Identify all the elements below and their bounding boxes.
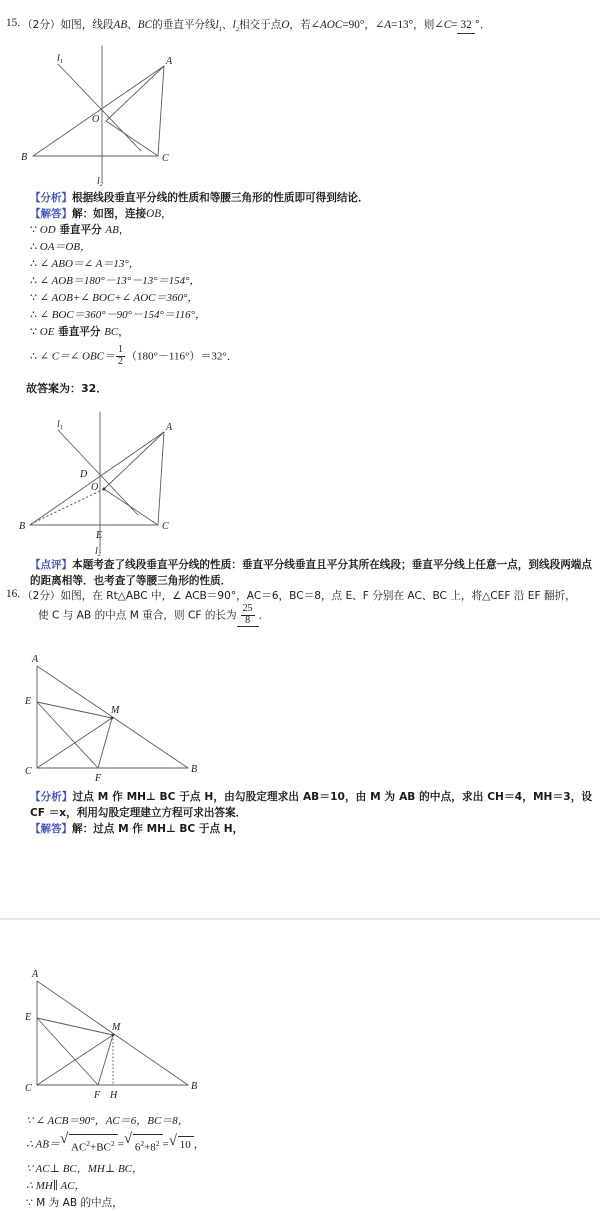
q15-angle-aoc: AOC (319, 19, 343, 31)
radical-sign-icon-3: √ (168, 1133, 177, 1150)
q15-fig2-label-e: E (96, 530, 103, 541)
q15-line-l2-sub: 2 (235, 26, 239, 34)
question-16-number: 16. (6, 588, 20, 600)
q15-final-fraction-numerator: 1 (118, 344, 124, 355)
q15-solution-lead-end: ， (161, 208, 172, 220)
q15-fig2-label-d: D (80, 469, 88, 480)
q15-fig2-label-c: C (162, 521, 169, 532)
question-15-stem (22, 17, 594, 38)
q15-final-lhs: ∠ C＝∠ OBC＝ (39, 350, 116, 363)
q15-step-7-cn: 垂直平分 (54, 326, 105, 338)
q15-comment-text: 本题考查了线段垂直平分线的性质：垂直平分线垂直且平分其所在线段；垂直平分线上任意一点，到线段两端点的距离相等．也考查了等腰三角形的性质． (30, 559, 593, 587)
q15-step-3-text: ∠ ABO＝∠ A＝13°， (39, 258, 140, 270)
q15-fig2-label-a: A (166, 422, 173, 433)
q15-stem-text-3: 相交于点 (238, 19, 282, 31)
q15-step-1-cn: 垂直平分 (55, 224, 106, 236)
q16-answer-fraction (241, 604, 255, 626)
q15-step-3-mark: ∴ (30, 258, 37, 270)
q16-analysis-block (30, 789, 592, 821)
q15-analysis-line (30, 190, 594, 206)
q16-radical-3 (168, 1133, 194, 1153)
q15-step-1-tail: ， (118, 224, 130, 236)
q15-degree-end: °． (474, 19, 491, 31)
q16-solution-text: 解：过点 M 作 MH⊥ BC 于点 H， (72, 823, 244, 835)
q15-fig1-label-l2: $l_2$ (97, 176, 104, 188)
q15-step-1-mark: ∵ (30, 224, 37, 236)
q15-angle-aoc-value: =90° (342, 19, 365, 31)
q15-fig1-label-o: O (92, 114, 100, 125)
q15-step-6-text: ∠ BOC＝360°－90°－154°＝116°， (39, 309, 206, 321)
page-separator (0, 918, 600, 920)
q15-angle-c: C (443, 19, 452, 31)
q15-fig1-label-b: B (21, 152, 28, 163)
q15-comment-tag: 【点评】 (30, 559, 73, 571)
q15-step-2-text: OA＝OB， (39, 241, 92, 253)
q15-angle-symbol-3: ∠ (434, 19, 444, 31)
q16-fig2-label-e: E (25, 1012, 32, 1023)
q16-radical-2-a-exp: 2 (140, 1139, 145, 1148)
q16-radical-2-a: 6 (134, 1141, 141, 1154)
q16-eq-2: = (162, 1138, 169, 1151)
q15-dun-2: 、 (221, 19, 233, 31)
q16-proof-line-5 (26, 1196, 123, 1209)
q16-proof-line-2-lhs: ∴ AB＝ (26, 1138, 60, 1151)
q15-fig1-label-c: C (162, 153, 169, 164)
q15-final-fraction-denominator: 2 (118, 355, 124, 367)
q15-final-rhs: （180°－116°）＝32°． (126, 350, 238, 363)
q15-step-7-oe: OE (39, 326, 55, 338)
q16-solution-tag: 【解答】 (30, 823, 72, 835)
radical-sign-icon-2: √ (123, 1131, 133, 1147)
q15-solution-lead: 解：如图，连接 (72, 208, 147, 220)
q16-fig2-label-c: C (25, 1083, 32, 1094)
q15-step-1-ab: AB (105, 224, 119, 236)
q15-step-1 (30, 223, 129, 238)
q15-fig1-label-l1: $l_1$ (57, 53, 64, 65)
q15-step-2 (30, 240, 91, 255)
q15-point-o: O (281, 19, 290, 31)
radical-sign-icon: √ (60, 1131, 69, 1147)
q16-proof-line-5-text: ∵ M 为 AB 的中点， (26, 1197, 123, 1209)
q16-fig1-label-e: E (25, 696, 32, 707)
q15-solution-lead-ob: OB (146, 208, 162, 220)
q16-fig1-label-a: A (32, 654, 39, 665)
q16-fig2-label-a: A (32, 969, 39, 980)
q15-step-7-bc: BC (104, 326, 119, 338)
q15-angle-a-value: =13° (391, 19, 414, 31)
q15-step-7-mark: ∵ (30, 326, 37, 338)
q15-seg-bc: BC (137, 19, 153, 31)
q15-answer-line: 故答案为：32． (26, 382, 108, 395)
q15-angle-symbol-1: ∠ (310, 19, 320, 31)
q15-step-6 (30, 308, 206, 323)
q15-line-l1-sub: 1 (218, 26, 222, 34)
q16-proof-line-4: ∴ MH∥ AC， (26, 1180, 86, 1192)
q15-comma-1: ， (364, 19, 375, 31)
q15-step-6-mark: ∴ (30, 309, 37, 321)
q16-figure-2 (16, 965, 211, 1105)
q15-step-5-text: ∠ AOB+∠ BOC+∠ AOC＝360°， (39, 292, 199, 304)
q15-angle-a: A (384, 19, 392, 31)
q15-dun-1: 、 (127, 19, 138, 31)
q16-score: （2分） (22, 590, 61, 602)
q15-fig2-label-l1: $l_1$ (57, 419, 64, 431)
q16-proof-line-1: ∵ ∠ ACB＝90°，AC＝6，BC＝8， (26, 1115, 189, 1127)
q16-radical-1-ac: AC (71, 1141, 87, 1154)
q15-step-4 (30, 274, 201, 289)
question-16-stem-line2 (38, 604, 594, 627)
q16-radical-1-body (69, 1134, 118, 1156)
q15-analysis-tag: 【分析】 (30, 192, 72, 204)
q15-step-5 (30, 291, 198, 306)
q15-solution-tag: 【解答】 (30, 208, 72, 220)
q16-analysis-tag: 【分析】 (30, 791, 73, 803)
q16-answer-blank (237, 604, 259, 627)
q16-fig1-label-m: M (111, 705, 120, 716)
q16-analysis-text: 过点 M 作 MH⊥ BC 于点 H，由勾股定理求出 AB＝10，由 M 为 AB 的中点，求出 CH＝4，MH＝3，设 CF ＝x，利用勾股定理建立方程可求出答案． (30, 791, 593, 819)
q16-radical-2-b: +8 (144, 1141, 156, 1154)
q16-answer-denominator: 8 (241, 615, 255, 627)
q15-step-4-text: ∠ AOB＝180°－13°－13°＝154°， (39, 275, 201, 287)
q15-angle-symbol-2: ∠ (374, 19, 385, 31)
q16-proof-line-3: ∵ AC⊥ BC，MH⊥ BC， (26, 1163, 144, 1175)
q15-equals: = (451, 19, 458, 31)
q16-answer-numerator: 25 (242, 603, 253, 614)
q15-final-mark: ∴ (30, 350, 37, 363)
q15-step-5-mark: ∵ (30, 292, 37, 304)
q16-proof-line-2 (26, 1131, 205, 1156)
q15-final-step (30, 345, 238, 367)
q16-solution-block (30, 821, 594, 837)
q16-fig2-label-b: B (191, 1081, 198, 1092)
q16-radical-1-bc: +BC (90, 1141, 111, 1154)
q15-step-1-od: OD (39, 224, 56, 236)
q16-radical-2-body (133, 1134, 163, 1156)
q15-stem-text-2: 的垂直平分线 (152, 19, 216, 31)
q15-step-4-mark: ∴ (30, 275, 37, 287)
q15-step-7 (30, 325, 129, 340)
question-15-number: 15. (6, 17, 20, 29)
q15-comment-block (30, 557, 592, 589)
q16-radical-2-b-exp: 2 (155, 1139, 160, 1148)
q15-step-3 (30, 257, 140, 272)
q16-fig2-label-f: F (94, 1090, 101, 1101)
q15-step-2-mark: ∴ (30, 241, 37, 253)
q16-radical-3-body: 10 (178, 1136, 194, 1153)
q16-radical-1-bc-exp: 2 (110, 1139, 115, 1148)
question-16-stem-line1 (22, 588, 596, 604)
q15-comma-2: ，则 (413, 19, 435, 31)
q15-stem-text-1: 如图，线段 (60, 19, 114, 31)
q16-radical-1-ac-exp: 2 (86, 1139, 91, 1148)
q15-figure-1 (18, 44, 208, 186)
q15-seg-ab: AB (113, 19, 128, 31)
q15-fig2-label-b: B (19, 521, 26, 532)
q15-fig2-label-l2: $l_2$ (95, 546, 102, 558)
q15-line-l1: l (215, 19, 219, 31)
q16-fig1-label-b: B (191, 764, 198, 775)
q15-final-fraction (116, 345, 125, 367)
q16-fig1-label-c: C (25, 766, 32, 777)
q15-line-l2: l (232, 19, 236, 31)
q16-radical-2 (123, 1131, 163, 1156)
q16-stem-text-2: 使 C 与 AB 的中点 M 重合，则 CF 的长为 (38, 609, 237, 622)
q15-figure-2 (18, 410, 208, 558)
q15-solution-line (30, 206, 594, 222)
q16-stem-text-1: 如图，在 Rt△ABC 中，∠ ACB＝90°，AC＝6，BC＝8，点 E、F 分别在 AC、BC 上，将△CEF 沿 EF 翻折， (60, 590, 576, 602)
q16-eq-1: = (117, 1138, 124, 1151)
q16-fig1-label-f: F (95, 773, 102, 784)
q15-analysis-text: 根据线段垂直平分线的性质和等腰三角形的性质即可得到结论． (72, 192, 369, 204)
q15-score: （2分） (22, 19, 61, 31)
q16-fig2-label-m: M (112, 1022, 121, 1033)
q15-answer-blank: 32 (457, 17, 474, 34)
q15-fig1-label-a: A (166, 56, 173, 67)
q16-stem-text-end: ． (258, 609, 270, 622)
q16-figure-1 (16, 650, 211, 785)
q16-line-2-tail: ， (193, 1138, 205, 1151)
q15-fig2-label-o: O (91, 482, 99, 493)
q15-step-7-tail: ， (118, 326, 129, 338)
q16-fig2-label-h: H (110, 1090, 118, 1101)
q15-stem-text-4: ，若 (289, 19, 311, 31)
q16-radical-1 (60, 1131, 118, 1156)
